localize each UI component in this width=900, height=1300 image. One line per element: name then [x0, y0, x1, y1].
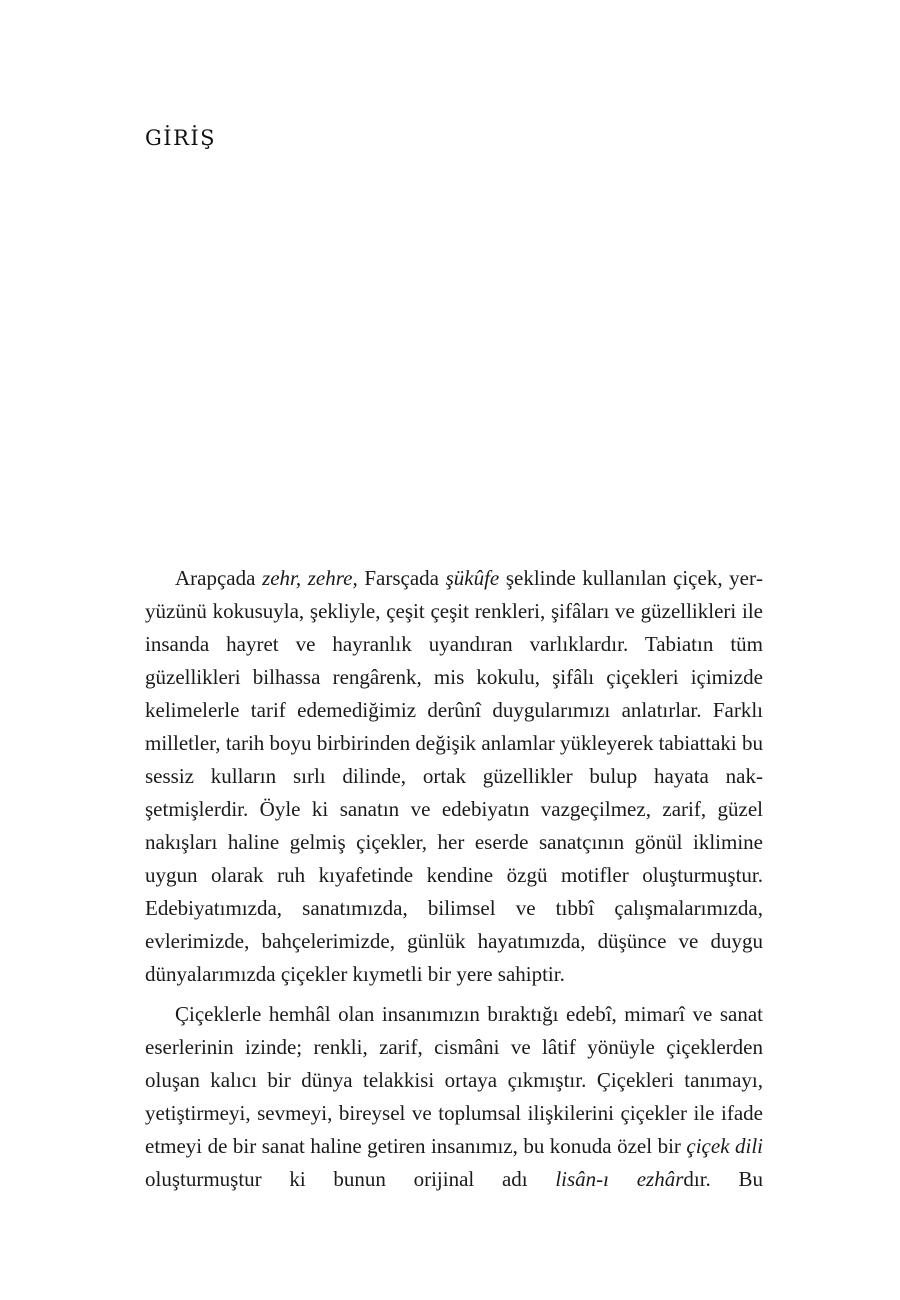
- italic-term-cicek-dili: çiçek dili: [686, 1134, 763, 1158]
- body-text: [145, 562, 763, 1196]
- text-segment: Çiçeklerle hemhâl olan insanımızın bıraktığı edebî, mimarî ve sanat eserlerinin izinde; renkli, zarif, cismâni ve lâtif yönüyle çiçeklerden oluşan kalıcı bir dünya telakkisi ortaya çıkmıştır. Çiçekleri tanımayı, yetiştirmeyi, sevmeyi, bireysel ve toplumsal ilişkilerini çiçekler ile ifade etmeyi de bir sanat haline getiren insanımız, bu konuda özel bir: [145, 1002, 763, 1158]
- text-segment: Arapçada: [175, 566, 263, 590]
- italic-term-sukufe: şükûfe: [445, 566, 500, 590]
- italic-term-zehr: zehr, zehre,: [262, 566, 358, 590]
- text-segment: oluşturmuştur ki bunun orijinal adı: [145, 1167, 556, 1191]
- text-segment: Farsçada: [357, 566, 446, 590]
- italic-term-lisan-i-ezhar: lisân-ı ezhâr: [555, 1167, 684, 1191]
- paragraph-2: [145, 998, 763, 1196]
- text-segment: şeklinde kullanılan çiçek, yeryüzünü kokusuyla, şekliyle, çeşit çeşit renkleri, şifâları ve güzellikleri ile insanda hayret ve hayranlık uyandıran varlıklardır. Tabiatın tüm güzellikleri bilhassa rengârenk, mis kokulu, şifâlı çiçekleri içimizde kelimelerle tarif edemediğimiz derûnî duygularımızı anlatırlar. Farklı milletler, tarih boyu birbirinden değişik anlamlar yükleyerek tabiattaki bu sessiz kulların sırlı dilinde, ortak güzellikler bulup hayata nakşetmişlerdir. Öyle ki sanatın ve edebiyatın vazgeçilmez, zarif, güzel nakışları haline gelmiş çiçekler, her eserde sanatçının gönül iklimine uygun olarak ruh kıyafetinde kendine özgü motifler oluşturmuştur. Edebiyatımızda, sanatımızda, bilimsel ve tıbbî çalışmalarımızda, evlerimizde, bahçelerimizde, günlük hayatımızda, düşünce ve duygu dünyalarımızda çiçekler kıymetli bir yere sahiptir.: [145, 566, 763, 986]
- paragraph-1: [145, 562, 763, 991]
- chapter-title: GİRİŞ: [145, 126, 217, 150]
- text-segment: dır. Bu: [683, 1167, 764, 1191]
